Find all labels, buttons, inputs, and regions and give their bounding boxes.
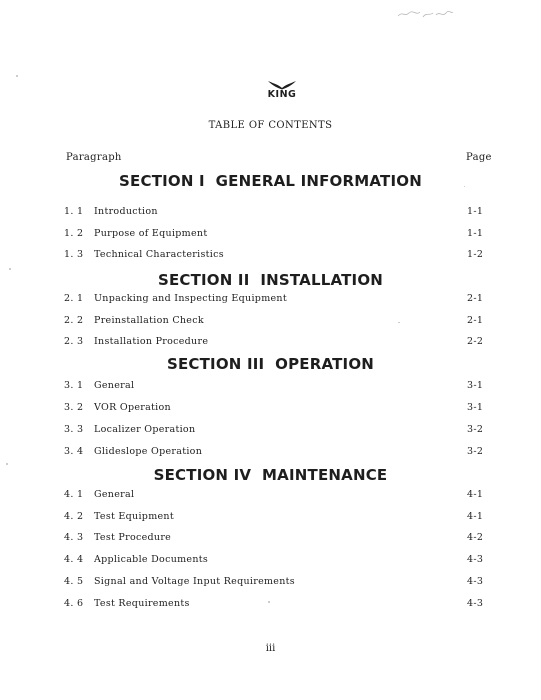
handwritten-mark (396, 8, 454, 20)
entry-title: Test Equipment (94, 511, 174, 522)
entry-number: 1. 3 (64, 249, 84, 260)
entry-page: 4-3 (467, 598, 484, 609)
entry-title: Technical Characteristics (94, 249, 224, 260)
scan-speck (398, 322, 400, 323)
entry-page: 1-1 (467, 228, 484, 239)
scan-speck (268, 601, 270, 603)
entry-page: 3-1 (467, 402, 484, 413)
toc-entry[interactable] (0, 489, 541, 503)
entry-page: 1-1 (467, 206, 484, 217)
entry-number: 2. 2 (64, 315, 84, 326)
toc-entry[interactable] (0, 446, 541, 460)
entry-title: General (94, 380, 135, 391)
toc-entry[interactable] (0, 228, 541, 242)
toc-entry[interactable] (0, 380, 541, 394)
entry-number: 3. 2 (64, 402, 84, 413)
entry-number: 1. 1 (64, 206, 84, 217)
scan-speck (6, 463, 8, 465)
toc-entry[interactable] (0, 402, 541, 416)
entry-number: 2. 3 (64, 336, 84, 347)
entry-title: Unpacking and Inspecting Equipment (94, 293, 287, 304)
toc-entry[interactable] (0, 315, 541, 329)
king-logo (258, 80, 306, 100)
entry-page: 2-1 (467, 315, 484, 326)
entry-title: General (94, 489, 135, 500)
entry-page: 1-2 (467, 249, 484, 260)
toc-entry[interactable] (0, 424, 541, 438)
entry-title: Signal and Voltage Input Requirements (94, 576, 295, 587)
entry-page: 2-2 (467, 336, 484, 347)
entry-title: Applicable Documents (94, 554, 209, 565)
toc-entry[interactable] (0, 206, 541, 220)
entry-page: 3-1 (467, 380, 484, 391)
entry-number: 4. 6 (64, 598, 84, 609)
toc-entry[interactable] (0, 249, 541, 263)
entry-number: 4. 3 (64, 532, 84, 543)
entry-number: 3. 1 (64, 380, 84, 391)
page-title: TABLE OF CONTENTS (208, 120, 333, 131)
section-heading: SECTION IV MAINTENANCE (153, 466, 388, 484)
entry-number: 3. 3 (64, 424, 84, 435)
entry-number: 1. 2 (64, 228, 84, 239)
entry-number: 4. 2 (64, 511, 84, 522)
scan-speck (16, 75, 18, 77)
entry-page: 2-1 (467, 293, 484, 304)
toc-entry[interactable] (0, 554, 541, 568)
section-heading: SECTION III OPERATION (166, 355, 375, 373)
toc-entry[interactable] (0, 576, 541, 590)
entry-title: Purpose of Equipment (94, 228, 208, 239)
page-column-header: Page (466, 152, 492, 163)
entry-page: 4-3 (467, 554, 484, 565)
entry-page: 4-3 (467, 576, 484, 587)
entry-page: 3-2 (467, 424, 484, 435)
entry-number: 2. 1 (64, 293, 84, 304)
toc-entry[interactable] (0, 511, 541, 525)
entry-title: Preinstallation Check (94, 315, 204, 326)
entry-number: 4. 4 (64, 554, 84, 565)
entry-title: Test Requirements (94, 598, 190, 609)
toc-entry[interactable] (0, 336, 541, 350)
entry-title: VOR Operation (94, 402, 171, 413)
page-number: iii (265, 643, 276, 654)
entry-title: Localizer Operation (94, 424, 196, 435)
toc-entry[interactable] (0, 598, 541, 612)
section-heading: SECTION I GENERAL INFORMATION (119, 172, 422, 190)
entry-number: 3. 4 (64, 446, 84, 457)
entry-number: 4. 5 (64, 576, 84, 587)
scan-speck (9, 268, 11, 270)
toc-entry[interactable] (0, 293, 541, 307)
entry-page: 4-2 (467, 532, 484, 543)
entry-page: 4-1 (467, 511, 484, 522)
entry-title: Installation Procedure (94, 336, 209, 347)
paragraph-column-header: Paragraph (66, 152, 122, 163)
scan-speck (464, 186, 465, 187)
entry-number: 4. 1 (64, 489, 84, 500)
entry-title: Introduction (94, 206, 158, 217)
entry-page: 4-1 (467, 489, 484, 500)
logo-wordmark: KING (267, 89, 297, 100)
entry-title: Glideslope Operation (94, 446, 203, 457)
section-heading: SECTION II INSTALLATION (157, 271, 384, 289)
entry-title: Test Procedure (94, 532, 172, 543)
entry-page: 3-2 (467, 446, 484, 457)
toc-entry[interactable] (0, 532, 541, 546)
